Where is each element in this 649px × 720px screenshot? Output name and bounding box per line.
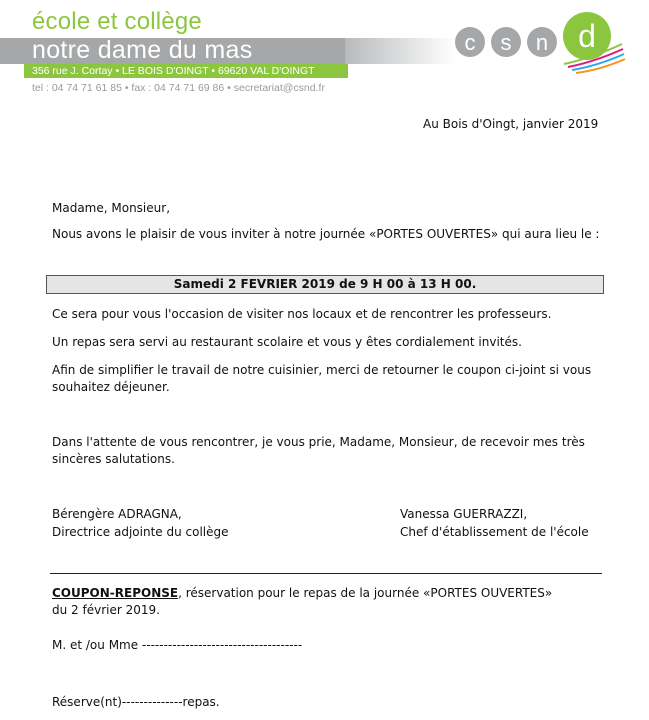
logo-letter-s: s — [500, 30, 512, 55]
csnd-logo — [452, 10, 627, 80]
signatory-2-title: Chef d'établissement de l'école — [400, 525, 589, 539]
coupon-heading — [52, 585, 552, 602]
letter-date: Au Bois d'Oingt, janvier 2019 — [423, 117, 599, 131]
event-date-box: Samedi 2 FEVRIER 2019 de 9 H 00 à 13 H 00. — [46, 275, 604, 294]
invitation-intro: Nous avons le plaisir de vous inviter à notre journée «PORTES OUVERTES» qui aura lieu le : — [52, 227, 600, 241]
paragraph-coupon-request: Afin de simplifier le travail de notre cuisinier, merci de retourner le coupon ci-joint si vous souhaitez déjeuner. — [52, 363, 592, 394]
header-band-fade — [345, 38, 455, 64]
paragraph-visit: Ce sera pour vous l'occasion de visiter nos locaux et de rencontrer les professeurs. — [52, 307, 552, 321]
coupon-description: , réservation pour le repas de la journée «PORTES OUVERTES» — [178, 586, 553, 600]
salutation: Madame, Monsieur, — [52, 201, 171, 215]
school-name-line1: école et collège — [32, 8, 202, 35]
coupon-name-field: M. et /ou Mme ------------------------------------- — [52, 638, 303, 652]
logo-letter-c: c — [464, 30, 476, 55]
logo-letter-d: d — [578, 18, 596, 54]
logo-letter-n: n — [535, 30, 549, 55]
school-contact: tel : 04 74 71 61 85 • fax : 04 74 71 69 86 • secretariat@csnd.fr — [32, 82, 325, 94]
coupon-title: COUPON-REPONSE — [52, 586, 179, 600]
signatory-2-name: Vanessa GUERRAZZI, — [400, 507, 528, 521]
coupon-meals-field: Réserve(nt)--------------repas. — [52, 695, 220, 709]
signatory-1-name: Bérengère ADRAGNA, — [52, 507, 182, 521]
coupon-description-date: du 2 février 2019. — [52, 603, 160, 617]
logo-swoosh-orange — [576, 59, 625, 73]
coupon-separator — [50, 573, 602, 574]
signatory-1-title: Directrice adjointe du collège — [52, 525, 229, 539]
school-name-line2: notre dame du mas — [32, 36, 253, 64]
school-address: 356 rue J. Cortay • LE BOIS D'OINGT • 69620 VAL D'OINGT — [24, 64, 348, 78]
paragraph-meal: Un repas sera servi au restaurant scolaire et vous y êtes cordialement invités. — [52, 335, 522, 349]
closing-paragraph: Dans l'attente de vous rencontrer, je vous prie, Madame, Monsieur, de recevoir mes très sincères salutations. — [52, 435, 585, 466]
